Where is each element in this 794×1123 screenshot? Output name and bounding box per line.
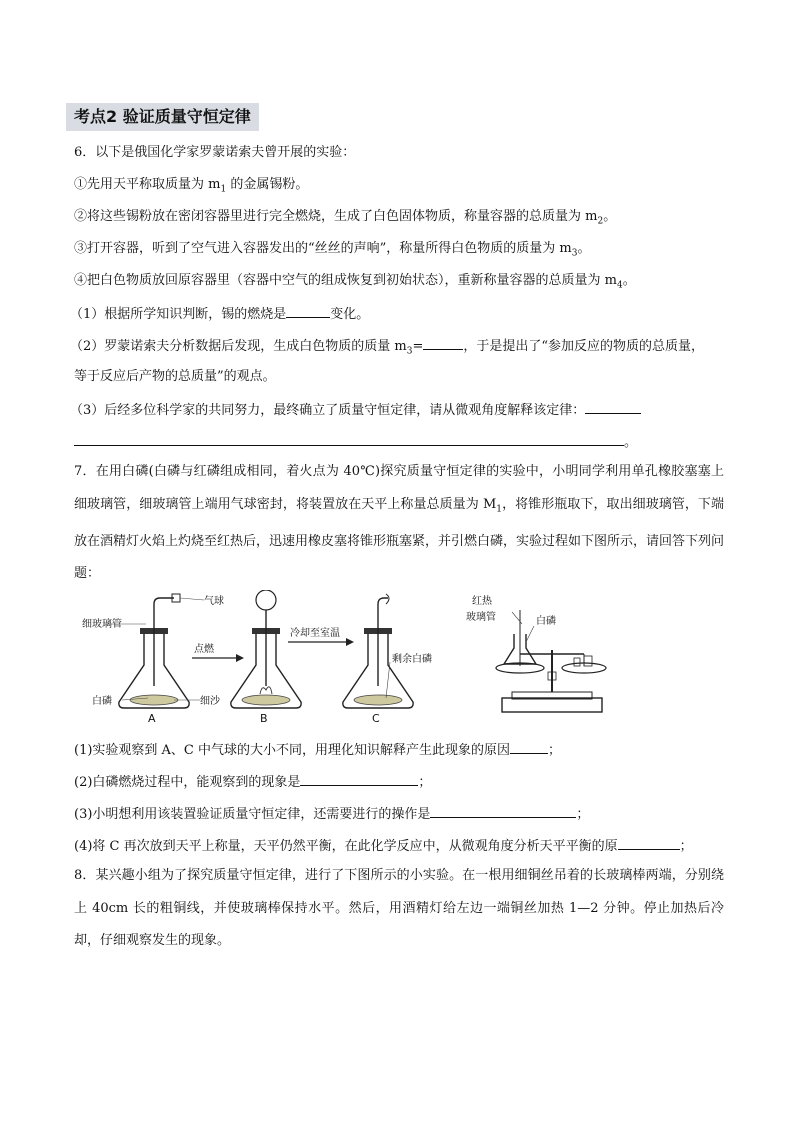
q6-part-3: （3）后经多位科学家的共同努力，最终确立了质量守恒定律，请从微观角度解释该定律： (70, 399, 641, 421)
answer-blank[interactable] (300, 771, 418, 786)
q6-step-4: ④把白色物质放回原容器里（容器中空气的组成恢复到初始状态），重新称量容器的总质量为 $m_4$。 (74, 273, 636, 291)
label-red-hot-2: 玻璃管 (466, 612, 496, 623)
label-c: C (372, 712, 380, 725)
q6-intro: 6．以下是俄国化学家罗蒙诺索夫曾开展的实验： (74, 145, 356, 160)
q7-part-2: (2)白磷燃烧过程中，能观察到的现象是 ； (74, 771, 431, 793)
label-b: B (260, 712, 268, 725)
q6-part-2: （2）罗蒙诺索夫分析数据后发现，生成白色物质的质量 $m_3=$ ，于是提出了“参加反应的物质的总质量， (70, 335, 704, 362)
flask-b (231, 590, 301, 708)
q7-part-3: (3)小明想利用该装置验证质量守恒定律，还需要进行的操作是 ； (74, 803, 589, 825)
q6-part-3-cont: 。 (74, 431, 637, 453)
label-balloon: 气球 (204, 596, 224, 607)
q6-step-1: ①先用天平称取质量为 $m_1$ 的金属锡粉。 (74, 177, 309, 195)
answer-blank[interactable] (74, 431, 624, 446)
label-remaining-white-phosphorus: 剩余白磷 (392, 654, 432, 665)
label-white-phosphorus: 白磷 (92, 696, 112, 707)
q7-experiment-figure (74, 590, 614, 725)
section-heading: 考点2 验证质量守恒定律 (66, 103, 259, 131)
label-white-phosphorus-d: 白磷 (536, 616, 556, 627)
flask-a (104, 594, 204, 708)
answer-blank[interactable] (585, 399, 641, 414)
answer-blank[interactable] (286, 303, 330, 318)
q8-text: 8．某兴趣小组为了探究质量守恒定律，进行了下图所示的小实验。在一根用细铜丝吊着的长玻璃棒两端，分别绕上 40cm 长的粗铜线，并使玻璃棒保持水平。然后，用酒精灯给左边一端铜丝加热 1—2 分钟。停止加热后冷却，仔细观察发生的现象。 (74, 868, 724, 948)
arrow-2-head (346, 638, 354, 646)
answer-blank[interactable] (430, 803, 576, 818)
q7-part-1: (1)实验观察到 A、C 中气球的大小不同，用理化知识解释产生此现象的原因 ； (74, 739, 561, 761)
answer-blank[interactable] (618, 835, 680, 850)
answer-blank[interactable] (510, 739, 548, 754)
arrow-1-head (236, 654, 244, 662)
label-ignite: 点燃 (194, 644, 214, 655)
label-a: A (148, 712, 156, 725)
flask-c (343, 594, 413, 708)
label-sand: 细沙 (200, 696, 220, 707)
q7-part-4: (4)将 C 再次放到天平上称量，天平仍然平衡，在此化学反应中，从微观角度分析天平平衡的原 ； (74, 835, 693, 857)
label-glass-tube: 细玻璃管 (82, 619, 122, 630)
label-red-hot-1: 红热 (472, 596, 492, 607)
q7-text: 7．在用白磷(白磷与红磷组成相同，着火点为 40℃)探究质量守恒定律的实验中，小明同学利用单孔橡胶塞塞上细玻璃管，细玻璃管上端用气球密封，将装置放在天平上称量总质量为 $M_1$，将锥形瓶取下，取出细玻璃管，下端放在酒精灯火焰上灼烧至红热后，迅速用橡皮塞将锥形瓶塞紧，并引燃白磷，实验过程如下图所示，请回答下列问题： (74, 464, 725, 582)
label-cool: 冷却至室温 (290, 628, 340, 639)
q6-step-2: ②将这些锡粉放在密闭容器里进行完全燃烧，生成了白色固体物质，称量容器的总质量为 $m_2$。 (74, 209, 617, 227)
q6-part-2-cont: 等于反应后产物的总质量”的观点。 (74, 369, 276, 384)
q6-part-1: （1）根据所学知识判断，锡的燃烧是 变化。 (70, 303, 369, 325)
q6-step-3: ③打开容器，听到了空气进入容器发出的“丝丝的声响”，称量所得白色物质的质量为 $m_3$。 (74, 241, 591, 259)
answer-blank[interactable] (423, 335, 463, 350)
